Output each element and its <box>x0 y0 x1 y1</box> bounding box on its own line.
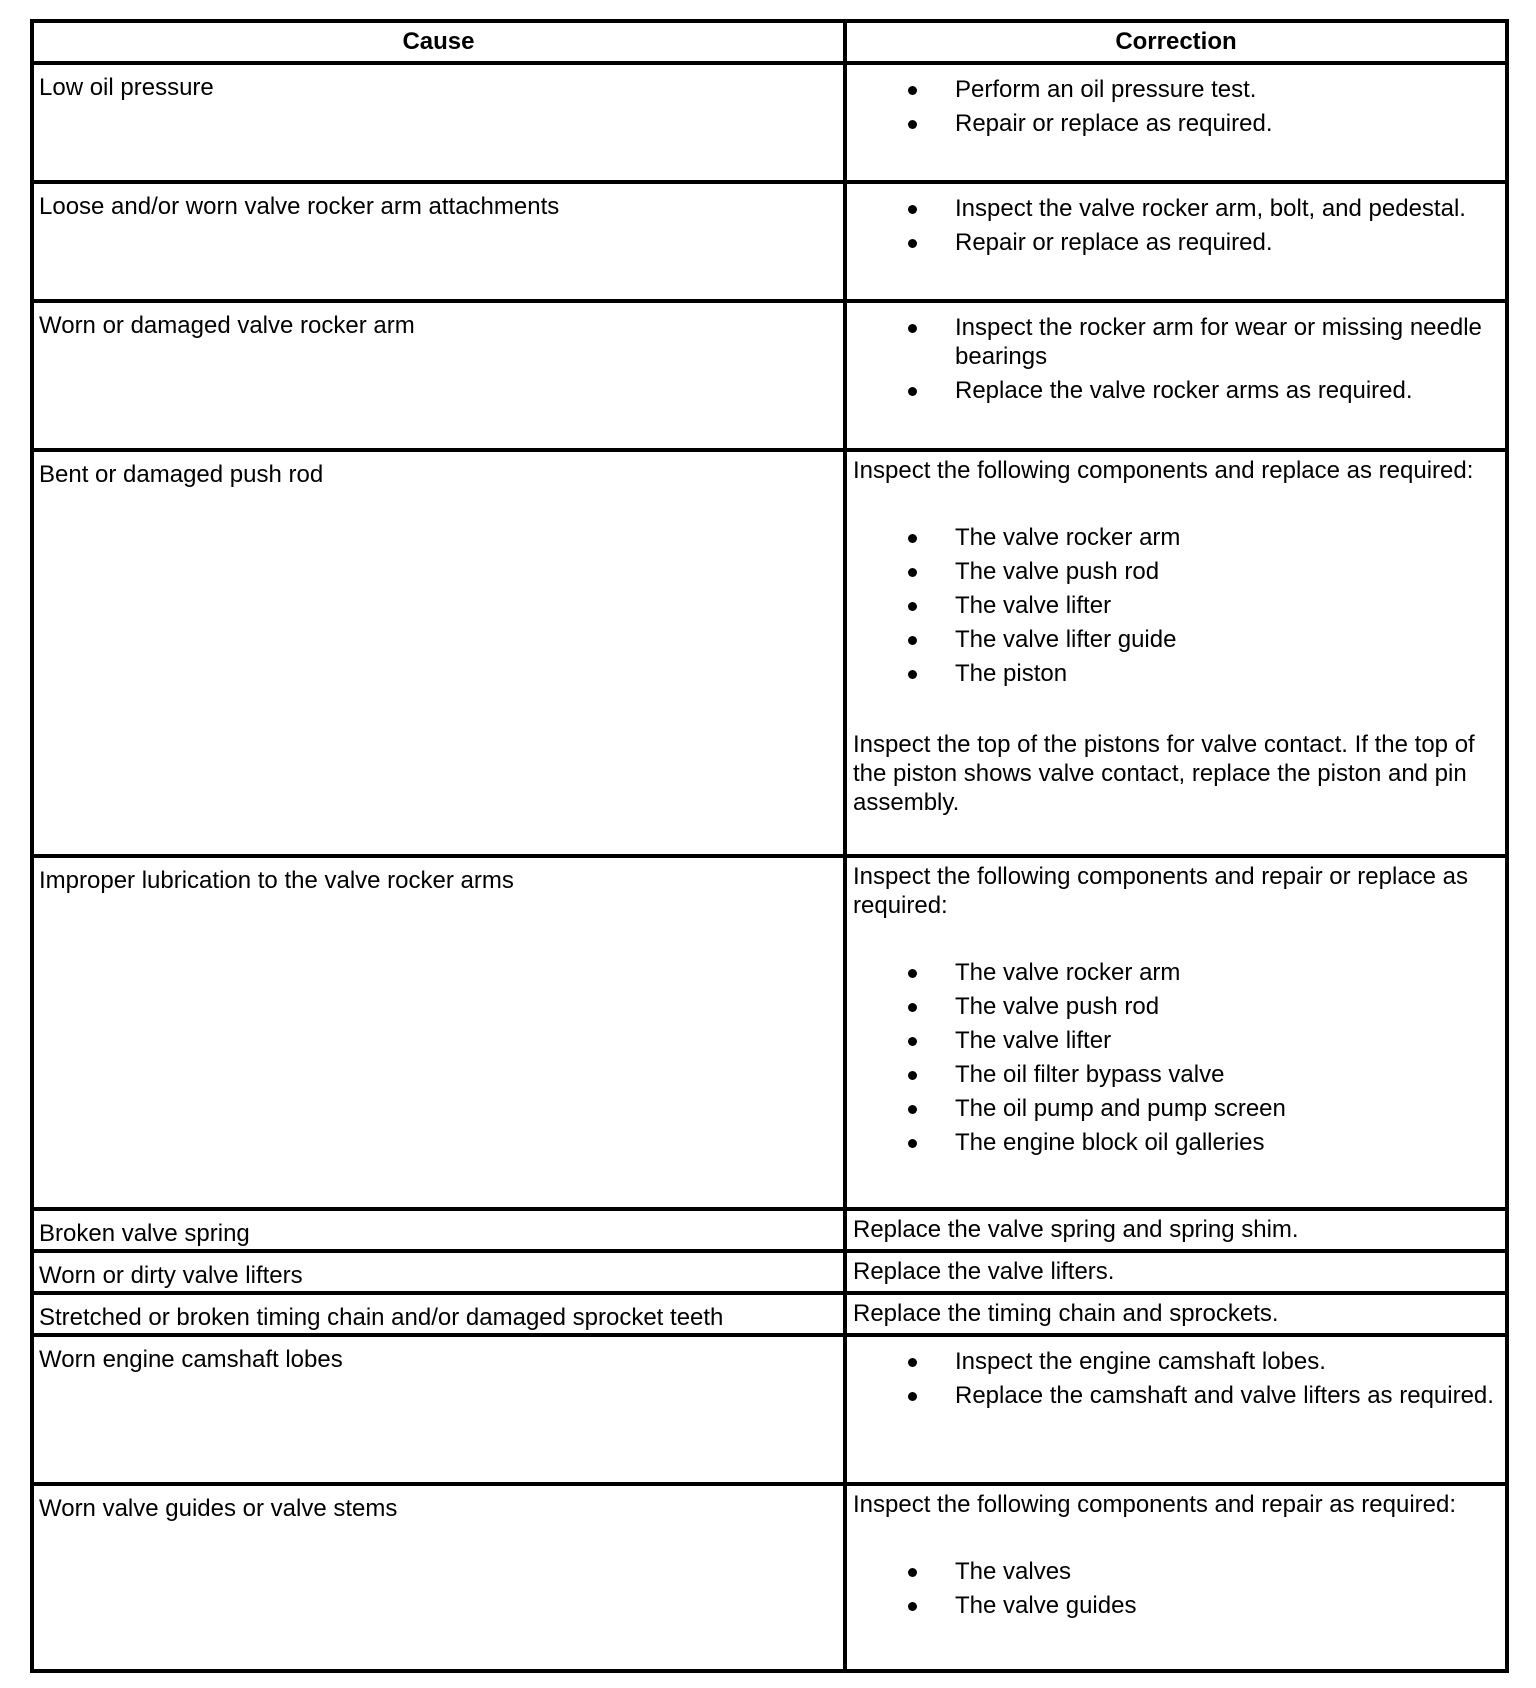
correction-list <box>853 75 1499 138</box>
bullet-icon <box>908 205 917 214</box>
list-item <box>853 625 1499 654</box>
correction-intro: Inspect the following components and repair as required: <box>853 1491 1457 1518</box>
cause-cell: Worn or damaged valve rocker arm <box>32 301 845 450</box>
cause-cell: Worn valve guides or valve stems <box>32 1484 845 1671</box>
correction-cell: Replace the valve spring and spring shim. <box>845 1209 1507 1251</box>
table-row <box>32 1484 1507 1671</box>
bullet-icon <box>908 568 917 577</box>
list-item <box>853 659 1499 688</box>
bullet-icon <box>908 86 917 95</box>
correction-list <box>853 523 1499 688</box>
list-item-text: Inspect the rocker arm for wear or missing needle bearings <box>955 314 1482 370</box>
correction-intro: Inspect the following components and repair or replace as required: <box>853 863 1469 919</box>
list-item <box>853 1347 1499 1376</box>
list-item <box>853 1060 1499 1089</box>
bullet-icon <box>908 387 917 396</box>
cause-cell: Worn or dirty valve lifters <box>32 1251 845 1293</box>
list-item <box>853 376 1499 405</box>
correction-list <box>853 194 1499 257</box>
list-item <box>853 523 1499 552</box>
list-item-text: The engine block oil galleries <box>955 1129 1265 1156</box>
table-row <box>32 1293 1507 1335</box>
list-item <box>853 1128 1499 1157</box>
list-item <box>853 1026 1499 1055</box>
cause-cell: Loose and/or worn valve rocker arm attachments <box>32 182 845 301</box>
list-item <box>853 228 1499 257</box>
correction-cell <box>845 856 1507 1209</box>
bullet-icon <box>908 324 917 333</box>
header-row <box>32 21 1507 63</box>
list-item <box>853 557 1499 586</box>
correction-cell <box>845 450 1507 856</box>
bullet-icon <box>908 602 917 611</box>
list-item-text: The valve guides <box>955 1592 1137 1619</box>
table-row <box>32 301 1507 450</box>
correction-cell <box>845 1484 1507 1671</box>
list-item <box>853 1381 1499 1410</box>
correction-intro: Inspect the following components and replace as required: <box>853 457 1474 484</box>
table-row <box>32 1251 1507 1293</box>
bullet-icon <box>908 1003 917 1012</box>
correction-note: Inspect the top of the pistons for valve contact. If the top of the piston shows valve contact, replace the piston and pin assembly. <box>853 731 1475 816</box>
list-item <box>853 1094 1499 1123</box>
list-item <box>853 1557 1499 1586</box>
list-item-text: Repair or replace as required. <box>955 229 1273 256</box>
bullet-icon <box>908 534 917 543</box>
table-row <box>32 1209 1507 1251</box>
list-item-text: Replace the camshaft and valve lifters as required. <box>955 1382 1494 1409</box>
table-row <box>32 450 1507 856</box>
list-item <box>853 313 1499 371</box>
list-item-text: The valve lifter <box>955 592 1112 619</box>
cause-cell: Stretched or broken timing chain and/or damaged sprocket teeth <box>32 1293 845 1335</box>
cause-cell: Improper lubrication to the valve rocker arms <box>32 856 845 1209</box>
list-item <box>853 992 1499 1021</box>
list-item-text: Repair or replace as required. <box>955 110 1273 137</box>
cause-cell: Bent or damaged push rod <box>32 450 845 856</box>
correction-cell: Replace the timing chain and sprockets. <box>845 1293 1507 1335</box>
list-item-text: The valve push rod <box>955 558 1160 585</box>
diagnosis-table <box>30 19 1509 1673</box>
bullet-icon <box>908 1071 917 1080</box>
list-item <box>853 194 1499 223</box>
bullet-icon <box>908 1358 917 1367</box>
correction-cell <box>845 1335 1507 1484</box>
correction-cell <box>845 63 1507 182</box>
list-item <box>853 109 1499 138</box>
list-item <box>853 75 1499 104</box>
table-row <box>32 856 1507 1209</box>
bullet-icon <box>908 969 917 978</box>
correction-cell: Replace the valve lifters. <box>845 1251 1507 1293</box>
correction-cell <box>845 182 1507 301</box>
list-item-text: The valve lifter guide <box>955 626 1177 653</box>
bullet-icon <box>908 1602 917 1611</box>
list-item-text: The valve rocker arm <box>955 524 1181 551</box>
bullet-icon <box>908 1037 917 1046</box>
list-item-text: Perform an oil pressure test. <box>955 76 1257 103</box>
list-item-text: Replace the valve rocker arms as required. <box>955 377 1413 404</box>
list-item-text: The valve rocker arm <box>955 959 1181 986</box>
cause-header: Cause <box>32 21 845 63</box>
correction-cell <box>845 301 1507 450</box>
diagnosis-table-sheet <box>30 19 1505 1673</box>
bullet-icon <box>908 1139 917 1148</box>
table-row <box>32 63 1507 182</box>
correction-list <box>853 1347 1499 1410</box>
correction-list <box>853 1557 1499 1620</box>
bullet-icon <box>908 636 917 645</box>
list-item-text: Inspect the valve rocker arm, bolt, and pedestal. <box>955 195 1466 222</box>
list-item-text: The valve lifter <box>955 1027 1112 1054</box>
bullet-icon <box>908 1568 917 1577</box>
correction-list <box>853 313 1499 405</box>
list-item <box>853 958 1499 987</box>
list-item <box>853 1591 1499 1620</box>
bullet-icon <box>908 239 917 248</box>
list-item-text: Inspect the engine camshaft lobes. <box>955 1348 1326 1375</box>
list-item <box>853 591 1499 620</box>
list-item-text: The valve push rod <box>955 993 1160 1020</box>
cause-cell: Low oil pressure <box>32 63 845 182</box>
bullet-icon <box>908 670 917 679</box>
cause-cell: Worn engine camshaft lobes <box>32 1335 845 1484</box>
correction-list <box>853 958 1499 1157</box>
correction-header: Correction <box>845 21 1507 63</box>
bullet-icon <box>908 1105 917 1114</box>
list-item-text: The oil pump and pump screen <box>955 1095 1286 1122</box>
table-row <box>32 1335 1507 1484</box>
list-item-text: The piston <box>955 660 1068 687</box>
list-item-text: The oil filter bypass valve <box>955 1061 1225 1088</box>
bullet-icon <box>908 120 917 129</box>
cause-cell: Broken valve spring <box>32 1209 845 1251</box>
list-item-text: The valves <box>955 1558 1072 1585</box>
table-row <box>32 182 1507 301</box>
bullet-icon <box>908 1392 917 1401</box>
